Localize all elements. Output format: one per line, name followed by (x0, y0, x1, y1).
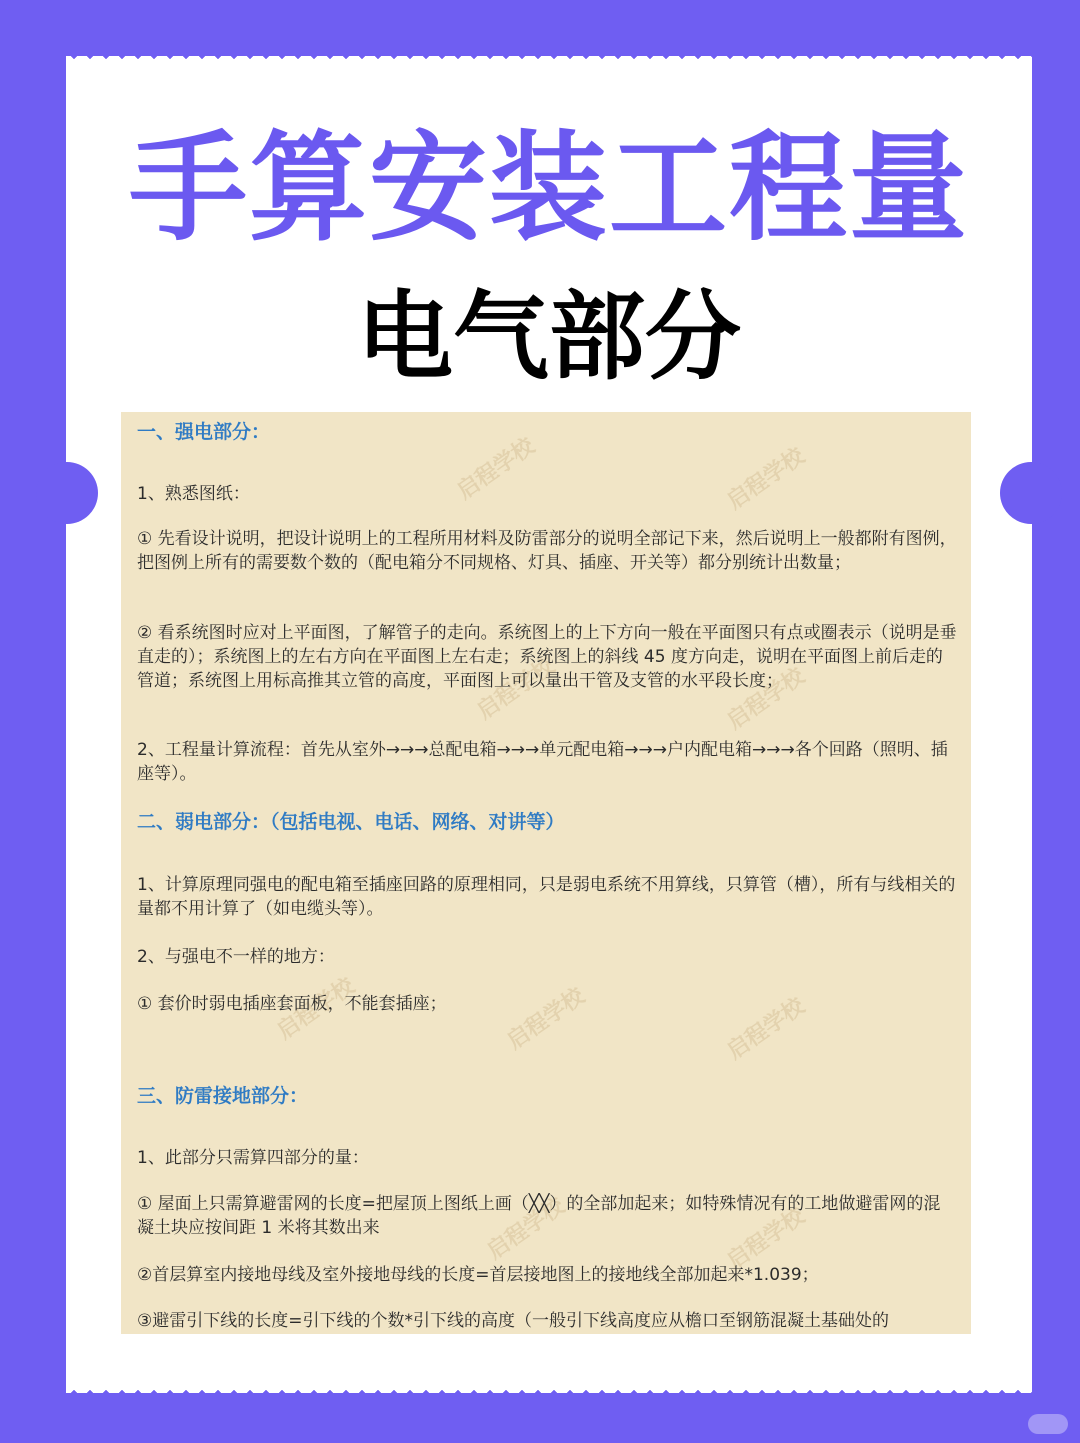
watermark: 启程学校 (722, 663, 810, 735)
section-heading: 一、强电部分： (137, 421, 271, 443)
section-item: 1、熟悉图纸： (137, 484, 250, 504)
ticket-zigzag-top (66, 56, 1032, 72)
watermark: 启程学校 (722, 993, 810, 1065)
ticket-notch-left (36, 462, 98, 524)
paragraph: ① 先看设计说明，把设计说明上的工程所用材料及防雷部分的说明全部记下来，然后说明上一般都附有图例，把图例上所有的需要数个数的（配电箱分不同规格、灯具、插座、开关等）都分别统计出数量； (137, 529, 957, 573)
watermark: 启程学校 (722, 1203, 810, 1275)
ticket-zigzag-bottom (66, 1377, 1032, 1393)
watermark: 启程学校 (472, 653, 560, 725)
page-subtitle: 电气部分 (357, 281, 741, 393)
watermark: 启程学校 (482, 1193, 570, 1265)
page-title: 手算安装工程量 (128, 119, 969, 257)
paragraph: ②首层算室内接地母线及室外接地母线的长度=首层接地图上的接地线全部加起来*1.039； (137, 1265, 819, 1285)
ticket-notch-right (1000, 462, 1062, 524)
document-image (121, 412, 971, 1334)
paragraph: ③避雷引下线的长度=引下线的个数*引下线的高度（一般引下线高度应从檐口至钢筋混凝土基础处的 (137, 1311, 889, 1331)
watermark: 启程学校 (502, 983, 590, 1055)
paragraph: ② 看系统图时应对上平面图，了解管子的走向。系统图上的上下方向一般在平面图只有点或圈表示（说明是垂直走的）；系统图上的左右方向在平面图上左右走；系统图上的斜线 45 度方向走，说明在平面图上前后走的管道；系统图上用标高推其立管的高度，平面图上可以量出干管及支管的水平段长度； (137, 623, 957, 691)
section-item: 1、计算原理同强电的配电箱至插座回路的原理相同，只是弱电系统不用算线，只算管（槽），所有与线相关的量都不用计算了（如电缆头等）。 (137, 875, 956, 919)
section-heading: 三、防雷接地部分： (137, 1085, 309, 1107)
section-heading: 二、弱电部分：（包括电视、电话、网络、对讲等） (137, 811, 565, 833)
section-item: 2、与强电不一样的地方： (137, 947, 335, 967)
watermark: 启程学校 (722, 443, 810, 515)
section-item: 1、此部分只需算四部分的量： (137, 1148, 369, 1168)
paragraph: ① 套价时弱电插座套面板，不能套插座； (137, 994, 447, 1014)
corner-badge (1028, 1414, 1068, 1434)
section-item: 2、工程量计算流程：首先从室外→→→总配电箱→→→单元配电箱→→→户内配电箱→→→各个回路（照明、插座等）。 (137, 740, 948, 784)
watermark: 启程学校 (452, 433, 540, 505)
paragraph: ① 屋面上只需算避雷网的长度=把屋顶上图纸上画（╳╳）的全部加起来；如特殊情况有的工地做避雷网的混凝土块应按间距 1 米将其数出来 (137, 1194, 941, 1238)
watermark: 启程学校 (272, 973, 360, 1045)
